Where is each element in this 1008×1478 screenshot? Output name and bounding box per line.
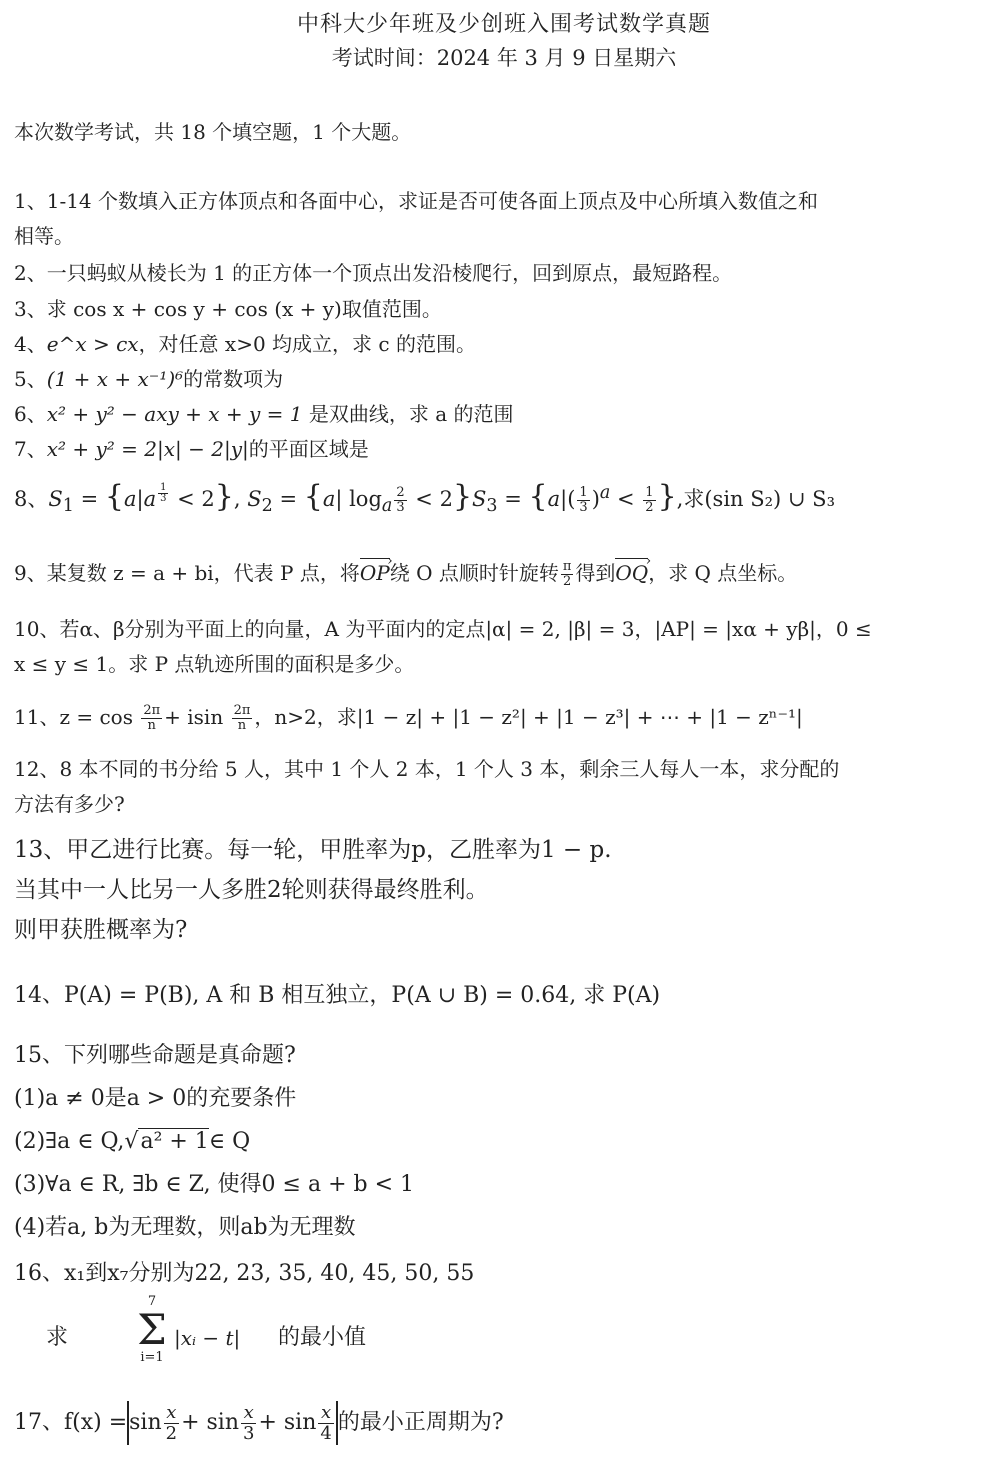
question-4: 4、e^x > cx，对任意 x>0 均成立，求 c 的范围。 <box>14 332 476 356</box>
option-1: (1)a ≠ 0是a > 0的充要条件 <box>14 1086 297 1111</box>
option-2: (2)∃a ∈ Q,√a² + 1∈ Q <box>14 1129 251 1154</box>
question-13: 13、甲乙进行比赛。每一轮，甲胜率为p，乙胜率为1 − p. 当其中一人比另一人多胜2轮则获得最终胜利。 则甲获胜概率为? <box>14 837 612 943</box>
question-2: 2、一只蚂蚁从棱长为 1 的正方体一个顶点出发沿棱爬行，回到原点，最短路程。 <box>14 261 733 285</box>
question-11: 11、z = cos $\frac{2\pi}{n}$ + isin $\frac{2\pi}{n}$ ，n>2，求|1 − z| + |1 − z²| + |1 − z³| + ⋯ + |1 − zⁿ⁻¹| <box>14 703 803 733</box>
intro-text: 本次数学考试，共 18 个填空题，1 个大题。 <box>14 120 412 144</box>
question-16-ask: 求 <box>46 1325 69 1350</box>
question-12: 12、8 本不同的书分给 5 人，其中 1 个人 2 本，1 个人 3 本，剩余三人每人一本，求分配的 方法有多少? <box>14 757 840 816</box>
question-9: 9、某复数 z = a + bi，代表 P 点，将OP ›绕 O 点顺时针旋转 $\frac{\pi}{2}$ 得到OQ ›，求 Q 点坐标。 <box>14 556 797 590</box>
vector-op: OP › <box>360 556 390 590</box>
sum-term: |xᵢ − t| <box>174 1326 241 1350</box>
question-14: 14、P(A) = P(B), A 和 B 相互独立，P(A ∪ B) = 0.64, 求 P(A) <box>14 983 661 1008</box>
exam-date: 考试时间：2024 年 3 月 9 日星期六 <box>331 46 677 70</box>
summation-symbol: 7 Σ i=1 <box>137 1294 167 1365</box>
question-6: 6、x² + y² − axy + x + y = 1 是双曲线，求 a 的范围 <box>14 402 514 426</box>
question-8: 8、$S_1 = \{a|a$ $^{\frac{1}{3}}$ < 2}, $S_2 = \{a|$ $\log_a$ $\frac{2}{3}$ < $2\}S_3 = \{a|$( $\frac{1}{3}$ )$^a$ < $\frac{1}{2}$ },求(sin S₂) ∪ S₃ <box>14 479 835 517</box>
option-4: (4)若a, b为无理数，则ab为无理数 <box>14 1215 356 1240</box>
header <box>0 0 1008 74</box>
question-15: 15、下列哪些命题是真命题? (1)a ≠ 0是a > 0的充要条件 (2)∃a ∈ Q,√a² + 1∈ Q (3)∀a ∈ R, ∃b ∈ Z, 使得0 ≤ a + b < 1 (4)若a, b为无理数，则ab为无理数 <box>14 1043 415 1240</box>
question-3: 3、求 cos x + cos y + cos (x + y)取值范围。 <box>14 297 442 321</box>
page-title: 中科大少年班及少创班入围考试数学真题 <box>296 12 711 37</box>
question-16: 16、x₁到x₇分别为22, 23, 35, 40, 45, 50, 55 <box>14 1261 475 1286</box>
question-5: 5、(1 + x + x⁻¹)⁶的常数项为 <box>14 367 284 391</box>
question-17: 17、f(x) =sin $\frac{x}{2}$ + sin $\frac{x}{3}$ + sin $\frac{x}{4}$ 的最小正周期为? <box>14 1401 504 1444</box>
question-16-tail: 的最小值 <box>278 1325 367 1350</box>
vector-oq: OQ › <box>615 556 648 590</box>
question-7: 7、x² + y² = 2|x| − 2|y|的平面区域是 <box>14 437 369 461</box>
question-1: 1、1-14 个数填入正方体顶点和各面中心，求证是否可使各面上顶点及中心所填入数值之和 相等。 <box>14 189 819 248</box>
option-3: (3)∀a ∈ R, ∃b ∈ Z, 使得0 ≤ a + b < 1 <box>14 1172 415 1197</box>
question-10: 10、若α、β分别为平面上的向量，A 为平面内的定点|α| = 2, |β| = 3，|AP| = |xα + yβ|，0 ≤ x ≤ y ≤ 1。求 P 点轨迹所围的面积是多少。 <box>14 617 872 676</box>
